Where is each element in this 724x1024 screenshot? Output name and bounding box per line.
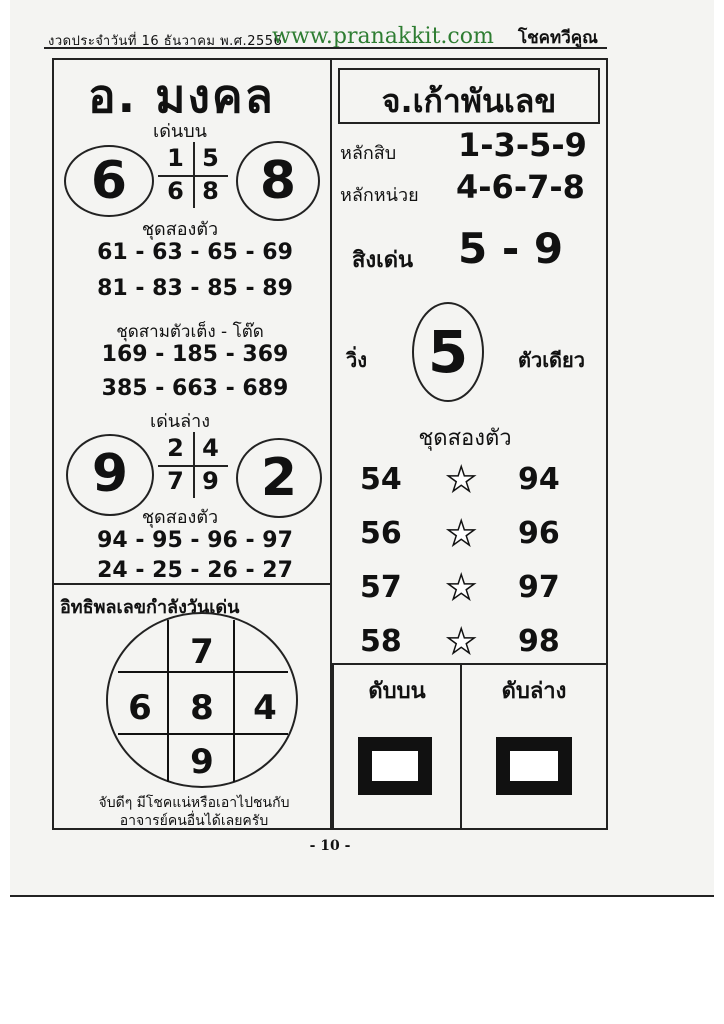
pair-b: 94 (518, 462, 560, 497)
empty-square-icon (496, 737, 572, 795)
note-line: อาจารย์คนอื่นได้เลยครับ (119, 813, 269, 829)
bottom-big-left: 9 (91, 444, 129, 504)
influence-title: อิทธิพลเลขกำลังวันเด่น (60, 597, 240, 618)
bottom-number-grid (158, 432, 228, 498)
single-label: วิ่ง (346, 348, 367, 372)
pair-a: 54 (360, 462, 402, 497)
pair-b: 96 (518, 516, 560, 551)
top-number-grid (158, 142, 228, 208)
right-title: จ.เก้าพันเลข (381, 82, 557, 120)
bottom-label: เด่นล่าง (149, 411, 211, 432)
big-number-circle (64, 145, 154, 217)
star-icon: ★ (446, 460, 477, 500)
pairs-line: 81 - 83 - 85 - 89 (97, 276, 293, 301)
pair-a: 56 (360, 516, 402, 551)
tens-value: 1-3-5-9 (458, 126, 587, 164)
single-circle (412, 302, 484, 402)
dab-bottom-box (460, 663, 608, 830)
pair-b: 97 (518, 570, 560, 605)
right-pairs-label: ชุดสองตัว (418, 426, 512, 451)
star-icon: ★ (446, 622, 477, 662)
section-divider (52, 583, 330, 585)
tens-label: หลักสิบ (340, 143, 397, 164)
grid-cell: 4 (202, 434, 219, 462)
featured-label: สิงเด่น (352, 248, 414, 273)
website-link[interactable]: www.pranakkit.com (272, 24, 494, 49)
grid-cell: 6 (167, 177, 184, 205)
big-number-circle (236, 141, 320, 221)
pairs-line: 94 - 95 - 96 - 97 (97, 528, 293, 553)
right-title-box (338, 68, 600, 124)
note-line: จับดีๆ มีโชคแน่หรือเอาไปชนกับ (98, 795, 290, 811)
influence-top: 7 (190, 632, 214, 672)
pair-a: 58 (360, 624, 402, 659)
grid-cell: 1 (167, 144, 184, 172)
dab-bottom-label: ดับล่าง (501, 679, 567, 704)
influence-right: 4 (253, 688, 277, 728)
triples-line: 385 - 663 - 689 (101, 376, 289, 401)
featured-value: 5 - 9 (458, 224, 564, 273)
dab-top-label: ดับบน (368, 679, 426, 704)
grid-cell: 5 (202, 144, 219, 172)
star-icon: ★ (446, 568, 477, 608)
top-label: เด่นบน (153, 121, 207, 142)
issue-date: งวดประจำวันที่ 16 ธันวาคม พ.ศ.2556 (48, 34, 283, 49)
star-icon: ★ (446, 514, 477, 554)
triples-label: ชุดสามตัวเต็ง - โต๊ด (116, 322, 264, 342)
empty-square-icon (358, 737, 432, 795)
pairs-line: 61 - 63 - 65 - 69 (97, 240, 293, 265)
dab-top-box (332, 663, 462, 830)
triples-line: 169 - 185 - 369 (101, 342, 289, 367)
header-rule (44, 47, 607, 49)
influence-bottom: 9 (190, 742, 214, 782)
single-value: 5 (427, 318, 469, 386)
grid-cell: 7 (167, 467, 184, 495)
pair-b: 98 (518, 624, 560, 659)
units-label: หลักหน่วย (340, 185, 419, 206)
pair-a: 57 (360, 570, 402, 605)
pairs-line: 24 - 25 - 26 - 27 (97, 558, 293, 583)
influence-center: 8 (190, 688, 214, 728)
page-number: - 10 - (309, 838, 351, 854)
grid-cell: 2 (167, 434, 184, 462)
units-value: 4-6-7-8 (456, 168, 585, 206)
brand-name: โชคทวีคูณ (518, 28, 598, 48)
top-big-right: 8 (259, 151, 297, 211)
pairs-label: ชุดสองตัว (141, 507, 219, 528)
left-title: อ. มงคล (88, 69, 275, 123)
influence-left: 6 (128, 688, 152, 728)
grid-cell: 8 (202, 177, 219, 205)
pairs-label: ชุดสองตัว (141, 219, 219, 240)
top-big-left: 6 (90, 151, 128, 211)
bottom-big-right: 2 (260, 448, 298, 508)
single-suffix: ตัวเดียว (518, 348, 585, 372)
grid-cell: 9 (202, 467, 219, 495)
